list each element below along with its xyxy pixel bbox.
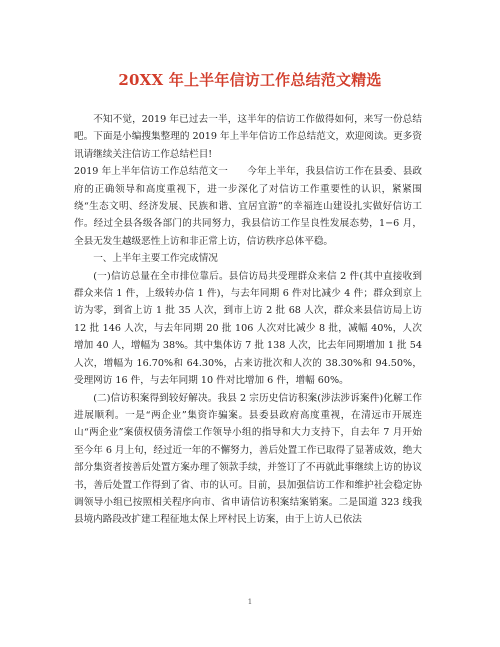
- summary-paragraph: 2019 年上半年信访工作总结范文一 今年上半年，我县信访工作在县委、县政府的正确领导和高度重视下，进一步深化了对信访工作重要性的认识，紧紧围绕“生态文明、经济发展、民族和谐、宜居宜游”的幸福连山建设扎实做好信访工作。经过全县各级各部门的共同努力，我县信访工作呈良性发展态势，1−6 月，全县无发生越级恶性上访和非正常上访，信访秩序总体平稳。: [74, 166, 422, 247]
- section-heading: 一、上半年主要工作完成情况: [93, 253, 218, 265]
- document-title: 20XX 年上半年信访工作总结范文精选: [118, 71, 382, 89]
- backlog-cases-paragraph: (二)信访积案得到较好解决。我县 2 宗历史信访积案(涉法涉诉案件)化解工作进展顺利。一是“两企业”集资诈骗案。县委县政府高度重视，在清远市开展连山“两企业”案债权债务清偿工作领导小组的指导和大力支持下，自去年 7 月开始至今年 6 月上旬，经过近一年的不懈努力，善后处置工作已取得了显著成效，绝大部分集资者按善后处置方案办理了领款手续，并签订了不再就此事继续上访的协议书，善后处置工作得到了省、市的认可。目前，县加强信访工作和维护社会稳定协调领导小组已按照相关程序向市、省申请信访积案结案销案。二是国道 323 线我县境内路段改扩建工程征地太保上坪村民上访案，由于上访人已依法: [74, 392, 422, 526]
- petition-volume-paragraph: (一)信访总量在全市排位靠后。县信访局共受理群众来信 2 件(其中直接收到群众来信 1 件，上级转办信 1 件)，与去年同期 6 件对比减少 4 件；群众到京上访为零，到省上访 1 批 35 人次，到市上访 2 批 68 人次，群众来县信访局上访 12 批 146 人次，与去年同期 20 批 106 人次对比减少 8 批，减幅 40%，人次增加 40 人，增幅为 38%。其中集体访 7 批 138 人次，比去年同期增加 1 批 54 人次，增幅为 16.70%和 64.30%，占来访批次和人次的 38.30%和 94.50%，受理网访 16 件，与去年同期 10 件对比增加 6 件，增幅 60%。: [74, 270, 422, 387]
- page-number: 1: [247, 598, 253, 606]
- document-body: [74, 111, 422, 529]
- intro-paragraph: 不知不觉，2019 年已过去一半，这半年的信访工作做得如何，来写一份总结吧。下面是小编搜集整理的 2019 年上半年信访工作总结范文，欢迎阅读。更多资讯请继续关注信访工作总结栏目!: [74, 114, 422, 160]
